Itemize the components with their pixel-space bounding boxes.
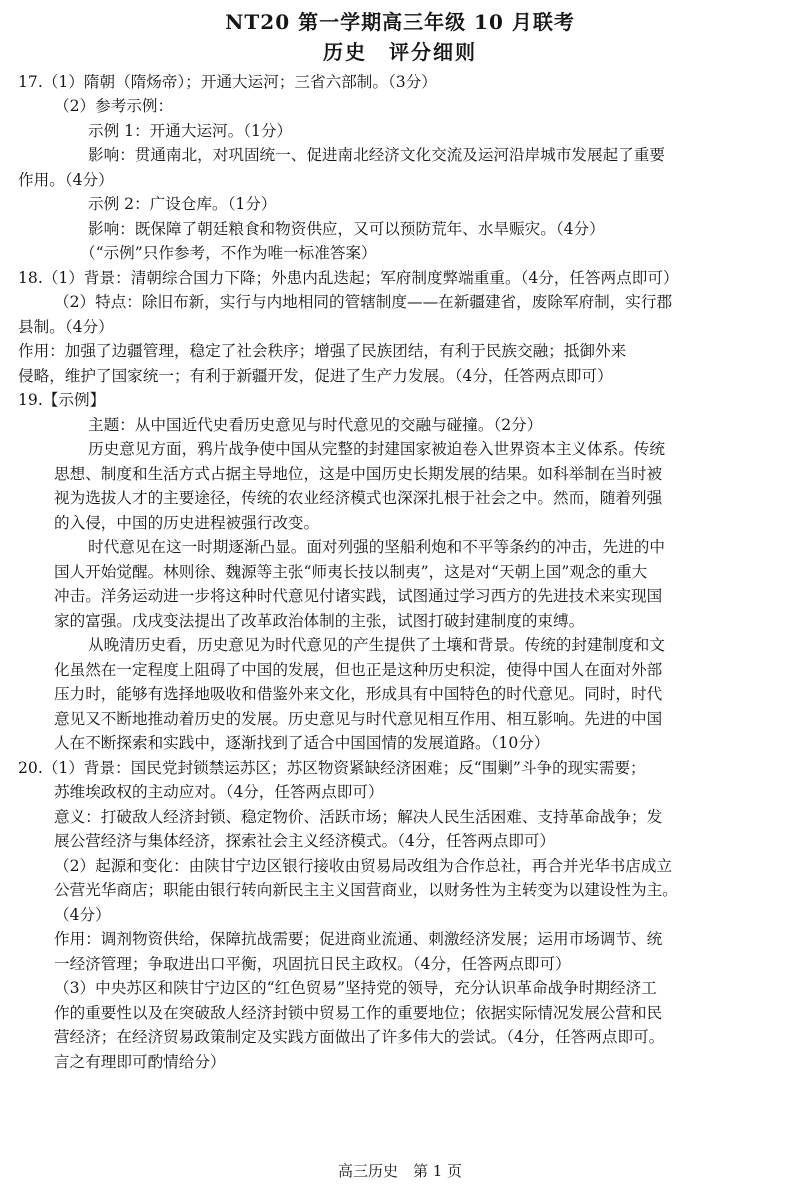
q20-part2-score-line: （4分） [54,906,111,924]
q19-para1-line: 历史意见方面，鸦片战争使中国从完整的封建国家被迫卷入世界资本主义体系。传统 [88,440,665,458]
q20-part3-cont-line: 言之有理即可酌情给分） [54,1053,226,1071]
q19-para3-line: 压力时，能够有选择地吸收和借鉴外来文化，形成具有中国特色的时代意见。同时，时代 [54,685,663,703]
q17-part1-line: 17.（1）隋朝（隋炀帝）；开通大运河；三省六部制。（3分） [18,73,437,91]
q20-part3-cont-line: 作的重要性以及在突破敌人经济封锁中贸易工作的重要地位；依据实际情况发展公营和民 [54,1004,663,1022]
q19-para3-line: 意见又不断地推动着历史的发展。历史意见与时代意见相互作用、相互影响。先进的中国 [54,710,663,728]
q20-part2-cont-line: 公营光华商店；职能由银行转向新民主主义国营商业，以财务性为主转变为以建设性为主。 [54,881,678,899]
q18-part2-cont-line: 县制。（4分） [18,318,114,336]
q19-para3-line: 化虽然在一定程度上阻碍了中国的发展，但也正是这种历史积淀，使得中国人在面对外部 [54,661,663,679]
q20-significance-line: 意义：打破敌人经济封锁、稳定物价、活跃市场；解决人民生活困难、支持革命战争；发 [54,808,663,826]
q20-part3-cont-line: 营经济；在经济贸易政策制定及实践方面做出了许多伟大的尝试。（4分，任答两点即可。 [54,1028,665,1046]
q18-effect-line: 作用：加强了边疆管理，稳定了社会秩序；增强了民族团结，有利于民族交融；抵御外来 [18,342,627,360]
q17-impact1-line: 影响：贯通南北，对巩固统一、促进南北经济文化交流及运河沿岸城市发展起了重要 [88,146,665,164]
q19-heading-line: 19.【示例】 [18,391,106,409]
q19-para1-line: 思想、制度和生活方式占据主导地位，这是中国历史长期发展的结果。如科举制在当时被 [54,465,663,483]
q20-effect-cont-line: 一经济管理；争取进出口平衡，巩固抗日民主政权。（4分，任答两点即可） [54,955,571,973]
q19-para1-line: 的入侵，中国的历史进程被强行改变。 [54,514,320,532]
q19-para3-line: 从晚清历史看，历史意见为时代意见的产生提供了土壤和背景。传统的封建制度和文 [88,636,665,654]
page-footer: 高三历史 第 1 页 [337,1162,463,1180]
q18-part2-line: （2）特点：除旧布新，实行与内地相同的管辖制度——在新疆建省，废除军府制，实行郡 [54,293,673,311]
q19-para2-line: 时代意见在这一时期逐渐凸显。面对列强的坚船利炮和不平等条约的冲击，先进的中 [88,538,665,556]
q17-part2-line: （2）参考示例： [54,97,174,115]
q20-part1-cont-line: 苏维埃政权的主动应对。（4分，任答两点即可） [54,783,384,801]
q20-significance-cont-line: 展公营经济与集体经济，探索社会主义经济模式。（4分，任答两点即可） [54,832,556,850]
q18-part1-line: 18.（1）背景：清朝综合国力下降；外患内乱迭起；军府制度弊端重重。（4分，任答两点即可） [18,269,679,287]
document-subtitle: 历史 评分细则 [323,40,477,64]
q18-effect-cont-line: 侵略，维护了国家统一；有利于新疆开发，促进了生产力发展。（4分，任答两点即可） [18,367,613,385]
q20-part3-line: （3）中央苏区和陕甘宁边区的“红色贸易”坚持党的领导，充分认识革命战争时期经济工 [54,979,657,997]
q17-example2-line: 示例 2：广设仓库。（1分） [88,195,277,213]
q17-note-line: （“示例”只作参考，不作为唯一标准答案） [80,244,377,262]
q20-part2-line: （2）起源和变化：由陕甘宁边区银行接收由贸易局改组为合作总社，再合并光华书店成立 [54,857,673,875]
q19-para2-line: 家的富强。戊戌变法提出了改革政治体制的主张，试图打破封建制度的束缚。 [54,612,585,630]
q17-example1-line: 示例 1：开通大运河。（1分） [88,122,293,140]
q17-impact2-line: 影响：既保障了朝廷粮食和物资供应，又可以预防荒年、水旱赈灾。（4分） [88,220,605,238]
q19-para1-line: 视为选拔人才的主要途径，传统的农业经济模式也深深扎根于社会之中。然而，随着列强 [54,489,663,507]
q20-effect-line: 作用：调剂物资供给，保障抗战需要；促进商业流通、刺激经济发展；运用市场调节、统 [54,930,663,948]
document-title: NT20 第一学期高三年级 10 月联考 [225,10,575,34]
q19-para3-line: 人在不断探索和实践中，逐渐找到了适合中国国情的发展道路。（10分） [54,734,550,752]
q17-impact1-cont-line: 作用。（4分） [18,171,114,189]
q19-theme-line: 主题：从中国近代史看历史意见与时代意见的交融与碰撞。（2分） [88,416,543,434]
q19-para2-line: 冲击。洋务运动进一步将这种时代意见付诸实践，试图通过学习西方的先进技术来实现国 [54,587,663,605]
q20-part1-line: 20.（1）背景：国民党封锁禁运苏区；苏区物资紧缺经济困难；反“围剿”斗争的现实需要； [18,759,646,777]
q19-para2-line: 国人开始觉醒。林则徐、魏源等主张“师夷长技以制夷”，这是对“天朝上国”观念的重大 [54,563,648,581]
